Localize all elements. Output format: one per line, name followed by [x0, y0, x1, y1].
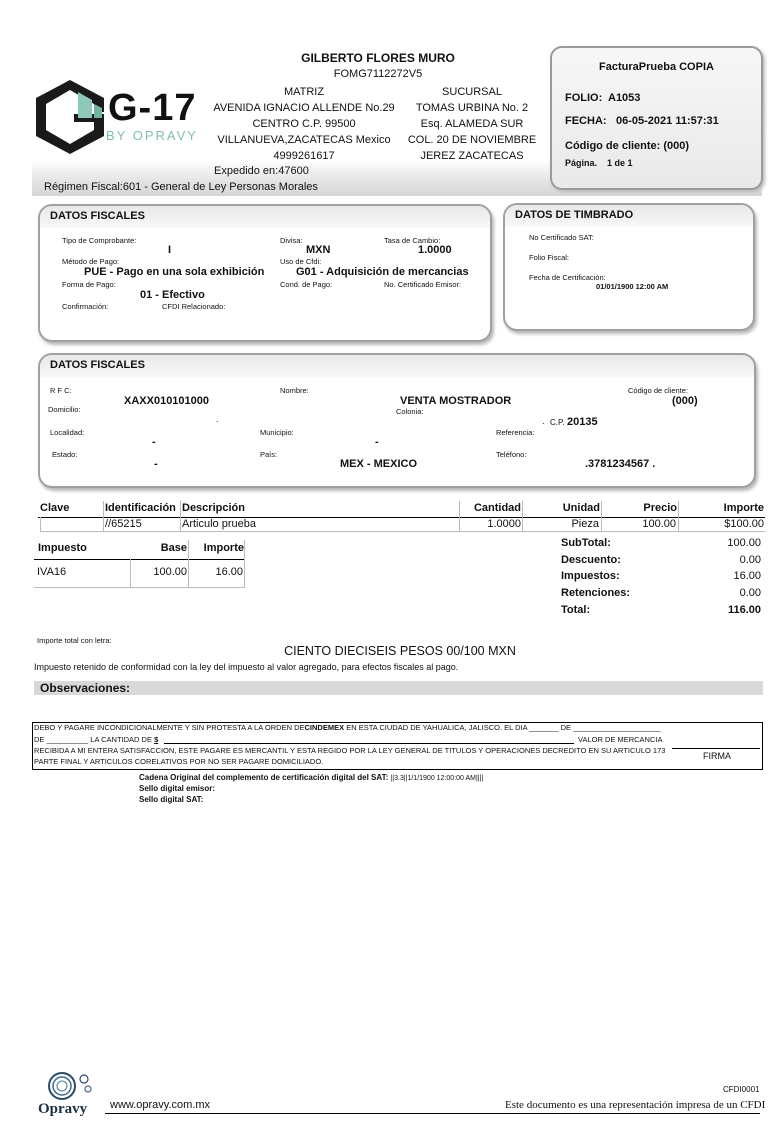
cfdi-rel-label: CFDI Relacionado: — [162, 302, 226, 311]
forma-value: 01 - Efectivo — [140, 289, 205, 301]
cp-dot: . — [542, 416, 545, 426]
metodo-value: PUE - Pago en una sola exhibición — [84, 266, 265, 278]
pagare-l1a: DEBO Y PAGARE INCONDICIONALMENTE Y SIN PROTESTA A LA ORDEN DE — [34, 723, 305, 732]
folio-box-cliente: Código de cliente: (000) — [565, 140, 690, 152]
folio-box-title: FacturaPrueba COPIA — [599, 61, 714, 73]
regimen-fiscal: Régimen Fiscal:601 - General de Ley Personas Morales — [44, 181, 318, 193]
footer-web[interactable]: www.opravy.com.mx — [110, 1099, 211, 1111]
row-precio: 100.00 — [642, 518, 676, 530]
uso-label: Uso de Cfdi: — [280, 257, 322, 266]
retenciones-label: Retenciones: — [561, 587, 631, 599]
col-importe: Importe — [723, 502, 764, 514]
col-unidad: Unidad — [562, 502, 600, 514]
table-row — [38, 518, 765, 532]
domicilio-label: Domicilio: — [48, 405, 81, 414]
col-precio: Precio — [643, 502, 677, 514]
fiscal-panel-title: DATOS FISCALES — [40, 206, 490, 228]
sello-sat-label: Sello digital SAT: — [139, 795, 204, 804]
referencia-label: Referencia: — [496, 428, 535, 437]
municipio-value: - — [375, 436, 379, 448]
sello-emisor-label: Sello digital emisor: — [139, 784, 216, 793]
col-cantidad: Cantidad — [473, 502, 521, 514]
g17-logo-sub: BY OPRAVY — [106, 128, 198, 143]
folio-value: A1053 — [608, 92, 641, 104]
cert-sat-label: No Certificado SAT: — [529, 233, 594, 242]
fecha-cert-value: 01/01/1900 12:00 AM — [596, 282, 669, 291]
letra-value: CIENTO DIECISEIS PESOS 00/100 MXN — [284, 644, 516, 658]
total-label: Total: — [561, 604, 591, 616]
tasa-label: Tasa de Cambio: — [384, 236, 441, 245]
codigo-cliente-label: Código de cliente: — [628, 386, 689, 395]
row-unidad: Pieza — [571, 518, 599, 530]
sucursal-label: SUCURSAL — [442, 86, 502, 98]
pagare-beneficiario: CINDEMEX — [304, 723, 345, 732]
row-cantidad: 1.0000 — [487, 518, 521, 530]
subtotal-label: SubTotal: — [561, 537, 611, 549]
pagare-line-4: PARTE FINAL Y ARTICULOS CORELATIVOS POR NO SER PAGARE DOMICILIADO. — [34, 757, 324, 766]
cp-value: 20135 — [567, 416, 598, 428]
retenciones-value: 0.00 — [739, 587, 761, 599]
row-importe: $100.00 — [724, 518, 764, 530]
observaciones-label: Observaciones: — [40, 681, 131, 695]
cp-label: C.P. — [550, 418, 565, 427]
letra-nota: Impuesto retenido de conformidad con la ley del impuesto al valor agregado, para efectos fiscales al pago. — [34, 662, 459, 672]
tipo-value: I — [168, 244, 172, 256]
cadena-label: Cadena Original del complemento de certificación digital del SAT: — [139, 773, 389, 782]
municipio-label: Municipio: — [260, 428, 294, 437]
impuestos-value: 16.00 — [733, 570, 761, 582]
pais-value: MEX - MEXICO — [340, 458, 418, 470]
pagare-l2a: DE __________ LA CANTIDAD DE — [34, 735, 152, 744]
telefono-value: .3781234567 . — [585, 458, 656, 470]
opravy-logo-icon — [44, 1071, 96, 1101]
pagina-label: Página. — [565, 158, 598, 168]
tax-col-base: Base — [160, 542, 187, 554]
matriz-label: MATRIZ — [283, 86, 325, 98]
tasa-value: 1.0000 — [418, 244, 452, 256]
estado-label: Estado: — [52, 450, 78, 459]
matriz-zone: CENTRO C.P. 99500 — [252, 118, 356, 130]
items-table-header — [38, 501, 765, 517]
total-value: 116.00 — [727, 604, 761, 616]
pagare-l1c: EN ESTA CIUDAD DE YAHUALICA, JALISCO. EL DIA _______ DE _____________________ — [346, 723, 661, 732]
cadena-value: ||3.3||1/1/1900 12:00:00 AM|||| — [390, 775, 484, 782]
localidad-label: Localidad: — [50, 428, 85, 437]
observaciones-bar — [34, 681, 763, 695]
issuer-rfc: FOMG7112272V5 — [333, 68, 423, 80]
fecha-value: 06-05-2021 11:57:31 — [616, 115, 719, 127]
impuestos-label: Impuestos: — [561, 570, 620, 582]
tax-col-impuesto: Impuesto — [38, 542, 87, 554]
tax-row-importe: 16.00 — [215, 566, 243, 578]
receptor-panel-title: DATOS FISCALES — [40, 355, 754, 377]
pagare-l2c: VALOR DE MERCANCIA — [578, 735, 663, 744]
sucursal-colonia: COL. 20 DE NOVIEMBRE — [407, 134, 537, 146]
rfc-label: R F C: — [50, 386, 72, 395]
fecha-cert-label: Fecha de Certificación: — [529, 273, 606, 282]
sucursal-city: JEREZ ZACATECAS — [420, 150, 524, 162]
pagare-firma: FIRMA — [703, 751, 731, 761]
tax-row-base: 100.00 — [153, 566, 187, 578]
g17-logo-text: G-17 — [108, 87, 197, 129]
localidad-value: - — [152, 436, 156, 448]
pagare-line-2 — [34, 735, 158, 744]
confirm-label: Confirmación: — [62, 302, 109, 311]
fecha-label: FECHA: — [565, 115, 607, 127]
rfc-value: XAXX010101000 — [124, 395, 210, 407]
subtotal-value: 100.00 — [727, 537, 761, 549]
descuento-value: 0.00 — [739, 554, 761, 566]
folio-fiscal-label: Folio Fiscal: — [529, 253, 570, 262]
expedido-en: Expedido en:47600 — [214, 165, 309, 177]
cond-label: Cond. de Pago: — [280, 280, 333, 289]
col-identificacion: Identificación — [105, 502, 176, 514]
timbrado-panel-title: DATOS DE TIMBRADO — [505, 205, 753, 227]
opravy-brand: Opravy — [38, 1101, 88, 1117]
nombre-value: VENTA MOSTRADOR — [400, 395, 512, 407]
pagare-line-3: RECIBIDA A MI ENTERA SATISFACCION, ESTE PAGARE ES MERCANTIL Y ESTA REGIDO POR LA LEY GENERAL DE TITULOS Y OPERACIONES DECREDITO EN SU ARTICULO 173 — [34, 746, 666, 755]
matriz-city: VILLANUEVA,ZACATECAS Mexico — [217, 134, 391, 146]
sucursal-street: TOMAS URBINA No. 2 — [415, 102, 529, 114]
timbrado-panel — [503, 203, 755, 331]
tipo-label: Tipo de Comprobante: — [62, 236, 137, 245]
colonia-label: Colonia: — [396, 407, 424, 416]
footer-leyenda: Este documento es una representación impresa de un CFDI — [505, 1099, 766, 1111]
cert-emisor-label: No. Certificado Emisor: — [384, 280, 462, 289]
estado-value: - — [154, 458, 158, 470]
col-clave: Clave — [40, 502, 70, 514]
uso-value: G01 - Adquisición de mercancias — [296, 266, 469, 278]
footer-code: CFDI0001 — [723, 1085, 760, 1094]
descuento-label: Descuento: — [561, 554, 621, 566]
pagare-line-1 — [34, 723, 661, 732]
pagare-amount: $ — [154, 735, 159, 744]
matriz-street: AVENIDA IGNACIO ALLENDE No.29 — [213, 102, 395, 114]
opravy-logo — [44, 1071, 96, 1101]
folio-label: FOLIO: — [565, 92, 603, 104]
divisa-label: Divisa: — [280, 236, 303, 245]
matriz-phone: 4999261617 — [273, 150, 335, 162]
metodo-label: Método de Pago: — [62, 257, 120, 266]
col-descripcion: Descripción — [182, 502, 245, 514]
divisa-value: MXN — [306, 244, 331, 256]
row-identificacion: //65215 — [105, 518, 142, 530]
row-descripcion: Articulo prueba — [182, 518, 256, 530]
folio-box — [550, 46, 763, 190]
issuer-name: GILBERTO FLORES MURO — [301, 51, 455, 65]
letra-label: Importe total con letra: — [37, 636, 112, 645]
pagina-value: 1 de 1 — [607, 158, 633, 168]
nombre-label: Nombre: — [280, 386, 309, 395]
codigo-cliente-value: (000) — [672, 395, 698, 407]
tax-col-importe: Importe — [203, 542, 244, 554]
sucursal-corner: Esq. ALAMEDA SUR — [420, 118, 524, 130]
cadena-line — [139, 773, 483, 782]
tax-row-impuesto: IVA16 — [37, 566, 67, 578]
pais-label: País: — [260, 450, 278, 459]
forma-label: Forma de Pago: — [62, 280, 116, 289]
telefono-label: Teléfono: — [496, 450, 527, 459]
domicilio-value: . — [216, 414, 219, 424]
